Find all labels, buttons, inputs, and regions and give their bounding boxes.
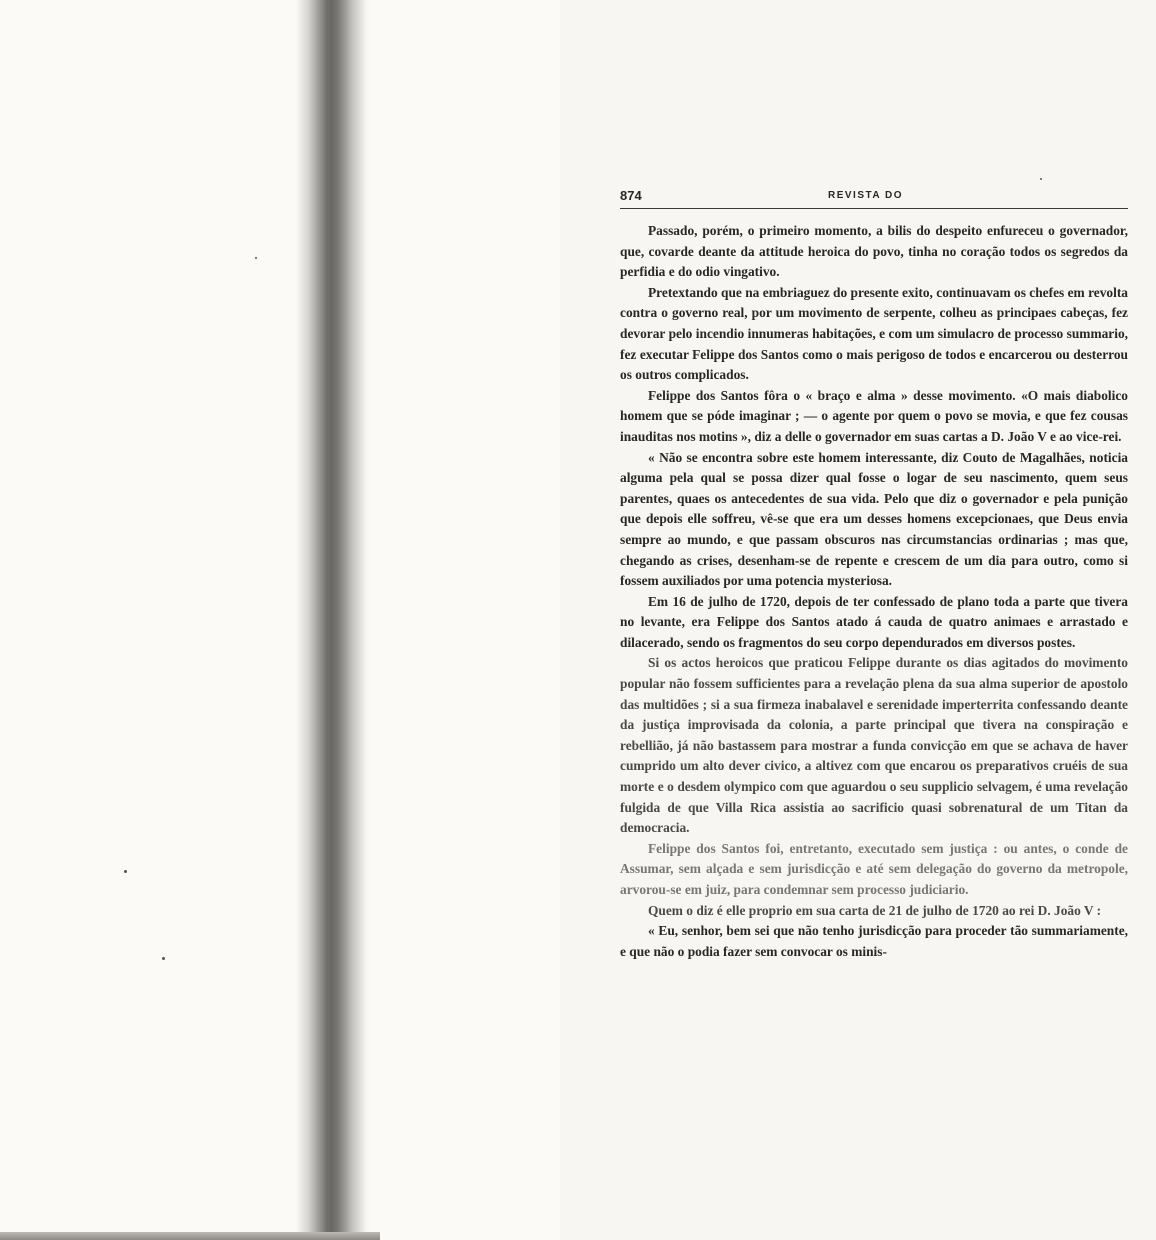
paragraph: Felippe dos Santos fôra o « braço e alma » desse movimento. «O mais diabolico homem que se póde imaginar ; — o agente por quem o povo se movia, e que fez cousas inauditas nos motins », diz a delle o governador em suas cartas a D. João V e ao vice-rei.: [620, 387, 1128, 444]
paper-speck: [1040, 178, 1042, 180]
page-edge: [0, 1232, 380, 1240]
paper-speck: [162, 957, 165, 960]
paragraph: Pretextando que na embriaguez do presente exito, continuavam os chefes em revolta contra o governo real, por um movimento de serpente, colheu as principaes cabeças, fez devorar pelo incendio innumeras habitações, e com um simulacro de processo summario, fez executar Felippe dos Santos como o mais perigoso de todos e encarcerou ou desterrou os outros complicados.: [620, 284, 1128, 383]
paragraph: Felippe dos Santos foi, entretanto, executado sem justiça : ou antes, o conde de Assumar, sem alçada e sem jurisdicção e até sem delegação do governo da metropole, arvorou-se em juiz, para condemnar sem processo judiciario.: [620, 840, 1128, 897]
paper-speck: [255, 257, 257, 259]
paragraph: Em 16 de julho de 1720, depois de ter confessado de plano toda a parte que tivera no levante, era Felippe dos Santos atado á cauda de quatro animaes e arrastado e dilacerado, sendo os fragmentos do seu corpo dependurados em diversos postes.: [620, 593, 1128, 650]
page-number: 874: [620, 188, 642, 203]
paragraph: Si os actos heroicos que praticou Felippe durante os dias agitados do movimento popular não fossem sufficientes para a revelação plena da sua alma superior de apostolo das multidões ; si a sua firmeza inabalavel e serenidade imperterrita confessando deante da justiça improvisada da colonia, a parte principal que tivera na conspiração e rebellião, já não bastassem para mostrar a funda convicção em que se achava de haver cumprido um alto dever civico, a altivez com que encarou os preparativos cruéis de sua morte e o desdem olympico com que aguardou o seu supplicio selvagem, é uma revelação fulgida de que Villa Rica assistia ao sacrificio quasi sobrenatural de um Titan da democracia.: [620, 655, 1128, 836]
body-text: [620, 221, 1128, 962]
blank-left-page: [0, 0, 560, 1240]
paragraph: « Não se encontra sobre este homem interessante, diz Couto de Magalhães, noticia alguma pela qual se possa dizer qual fosse o logar de seu nascimento, quem seus parentes, quaes os antecedentes de sua vida. Pelo que diz o governador e pela punição que depois elle soffreu, vê-se que era um desses homens excepcionaes, que Deus envia sempre ao mundo, e que passam obscuros nas circumstancias ordinarias ; mas que, chegando as crises, desenham-se de repente e crescem de um dia para outro, como si fossem auxiliados por uma potencia mysteriosa.: [620, 449, 1128, 589]
gutter-shadow: [330, 0, 370, 1240]
printed-page: [620, 186, 1128, 962]
running-head: [620, 186, 1128, 209]
paper-speck: [124, 870, 127, 873]
paragraph: Passado, porém, o primeiro momento, a bilis do despeito enfureceu o governador, que, covarde deante da attitude heroica do povo, tinha no coração todos os segredos da perfidia e do odio vingativo.: [620, 223, 1128, 280]
paragraph: Quem o diz é elle proprio em sua carta de 21 de julho de 1720 ao rei D. João V :: [648, 902, 1102, 918]
paragraph: « Eu, senhor, bem sei que não tenho jurisdicção para proceder tão summariamente, e que não o podia fazer sem convocar os minis-: [620, 923, 1128, 959]
running-head-title: REVISTA DO: [828, 190, 904, 201]
